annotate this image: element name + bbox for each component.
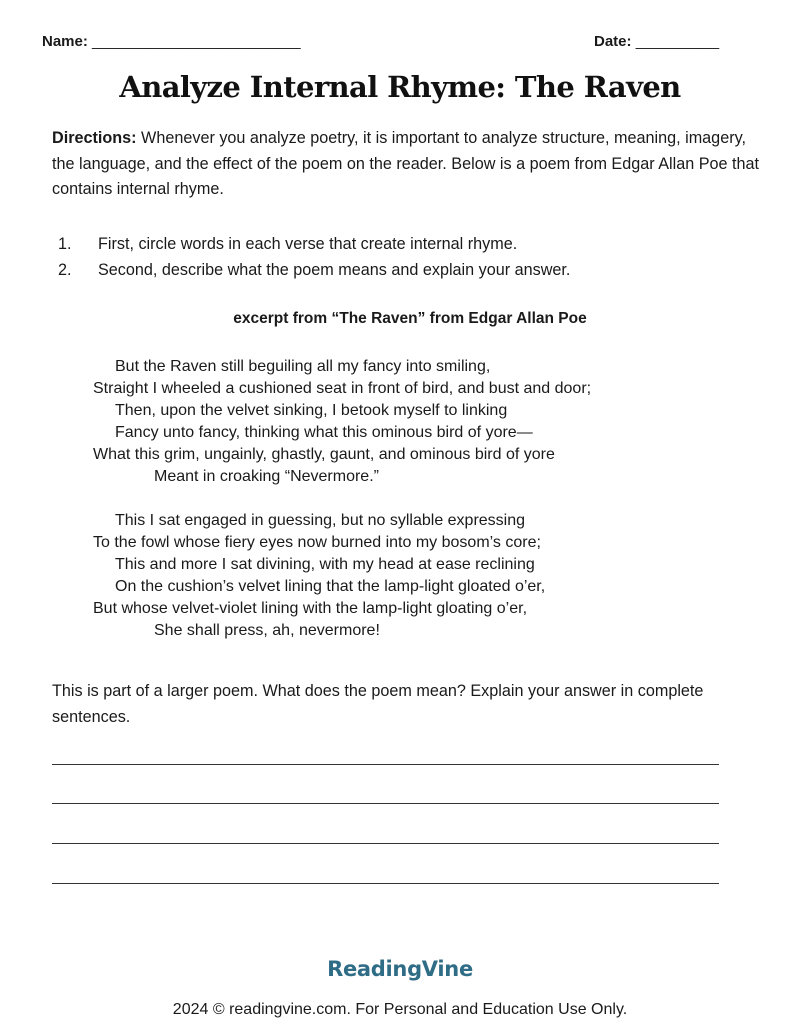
poem-line: But whose velvet-violet lining with the lamp-light gloating o’er,	[93, 600, 528, 617]
name-label: Name:	[42, 33, 88, 50]
poem-line: This and more I sat divining, with my head at ease reclining	[115, 556, 535, 573]
date-label: Date:	[594, 33, 632, 50]
poem-line: She shall press, ah, nevermore!	[154, 622, 380, 639]
stanza-break	[93, 488, 591, 510]
poem-line: What this grim, ungainly, ghastly, gaunt, and ominous bird of yore	[93, 446, 555, 463]
directions	[52, 126, 772, 203]
step-number: 1.	[58, 235, 72, 253]
step-item	[58, 231, 758, 257]
answer-line[interactable]	[52, 843, 719, 844]
step-item	[58, 257, 758, 283]
directions-label: Directions:	[52, 129, 137, 147]
poem-line: Straight I wheeled a cushioned seat in front of bird, and bust and door;	[93, 380, 592, 397]
readingvine-logo: ReadingVine	[327, 957, 473, 981]
footer-copyright: 2024 © readingvine.com. For Personal and Education Use Only.	[172, 1001, 628, 1018]
answer-line[interactable]	[52, 883, 719, 884]
answer-line[interactable]	[52, 764, 719, 765]
poem-line: Then, upon the velvet sinking, I betook myself to linking	[115, 402, 508, 419]
poem-line: Meant in croaking “Nevermore.”	[154, 468, 379, 485]
steps-list	[58, 231, 758, 283]
date-blank[interactable]: __________	[635, 33, 720, 50]
step-text: First, circle words in each verse that create internal rhyme.	[98, 235, 518, 253]
poem	[93, 356, 591, 642]
step-text: Second, describe what the poem means and explain your answer.	[98, 261, 571, 279]
poem-line: To the fowl whose fiery eyes now burned into my bosom’s core;	[93, 534, 541, 551]
date-field[interactable]	[594, 33, 719, 50]
poem-line: But the Raven still beguiling all my fancy into smiling,	[115, 358, 491, 375]
step-number: 2.	[58, 261, 72, 279]
name-blank[interactable]: _________________________	[92, 33, 301, 50]
answer-line[interactable]	[52, 803, 719, 804]
poem-line: This I sat engaged in guessing, but no syllable expressing	[115, 512, 526, 529]
question-prompt: This is part of a larger poem. What does the poem mean? Explain your answer in complete sentences.	[52, 682, 704, 726]
excerpt-heading: excerpt from “The Raven” from Edgar Allan Poe	[233, 310, 587, 327]
page-title: Analyze Internal Rhyme: The Raven	[119, 70, 681, 104]
poem-line: Fancy unto fancy, thinking what this ominous bird of yore—	[115, 424, 533, 441]
directions-text: Whenever you analyze poetry, it is important to analyze structure, meaning, imagery, the language, and the effect of the poem on the reader. Below is a poem from Edgar Allan Poe that contains internal rhyme.	[52, 129, 760, 198]
name-field[interactable]	[42, 33, 301, 50]
poem-line: On the cushion’s velvet lining that the lamp-light gloated o’er,	[115, 578, 546, 595]
